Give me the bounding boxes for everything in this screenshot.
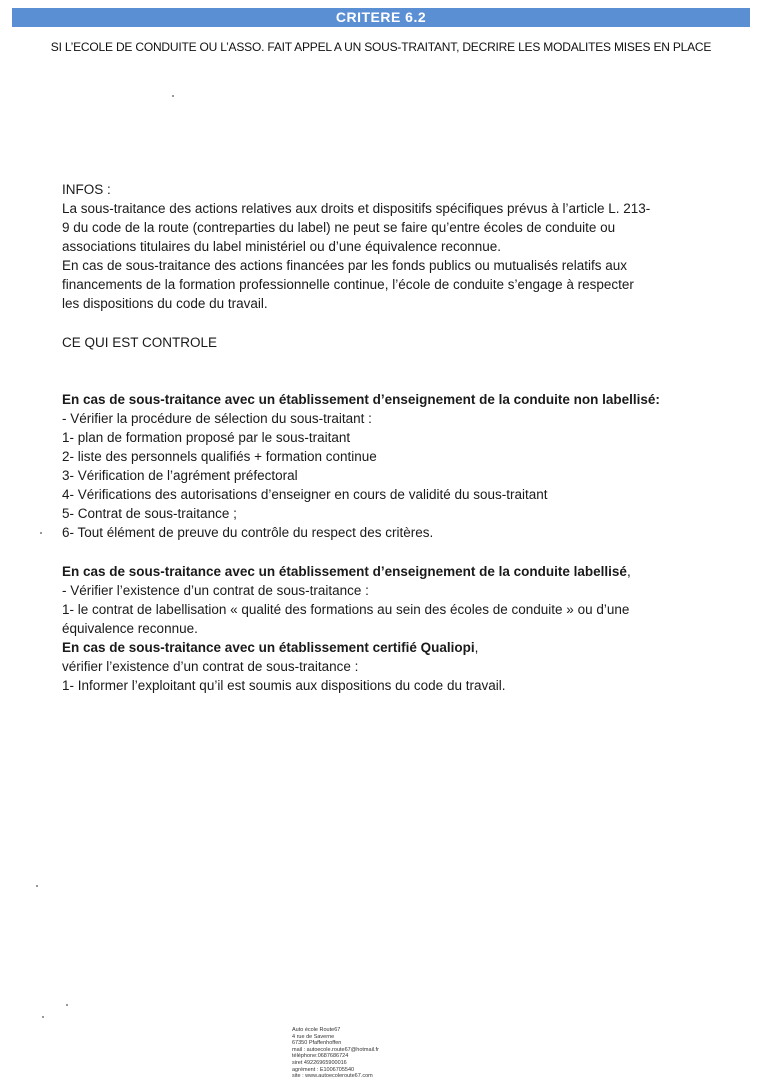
section-labellise bbox=[62, 562, 702, 695]
footer-line: 67350 Pfaffenhoffen bbox=[292, 1040, 342, 1047]
scan-speck bbox=[36, 885, 38, 887]
infos-line: les dispositions du code du travail. bbox=[62, 296, 268, 311]
infos-line: 9 du code de la route (contreparties du label) ne peut se faire qu’entre écoles de conduite ou bbox=[62, 220, 616, 235]
list-item: 4- Vérifications des autorisations d’enseigner en cours de validité du sous-traitant bbox=[62, 487, 548, 502]
footer-line: 4 rue de Saverne bbox=[292, 1033, 335, 1040]
scan-speck bbox=[172, 95, 174, 97]
infos-line: La sous-traitance des actions relatives aux droits et dispositifs spécifiques prévus à l’article L. 213- bbox=[62, 201, 651, 216]
section-intro: - Vérifier la procédure de sélection du sous-traitant : bbox=[62, 411, 372, 426]
page-subtitle: SI L’ECOLE DE CONDUITE OU L’ASSO. FAIT APPEL A UN SOUS-TRAITANT, DECRIRE LES MODALITES MISES EN PLACE bbox=[50, 40, 712, 54]
footer-address-block bbox=[292, 1027, 379, 1080]
list-item: 1- Informer l’exploitant qu’il est soumis aux dispositions du code du travail. bbox=[62, 678, 506, 693]
footer-line: Auto école Route67 bbox=[292, 1027, 341, 1033]
section-title-line bbox=[62, 638, 702, 657]
footer-line: mail : autoecole.route67@hotmail.fr bbox=[292, 1046, 379, 1053]
list-item: 5- Contrat de sous-traitance ; bbox=[62, 506, 237, 521]
footer-line: site : www.autoecoleroute67.com bbox=[292, 1073, 373, 1080]
scan-speck bbox=[66, 1004, 68, 1006]
footer-line: téléphone:0687686724 bbox=[292, 1053, 349, 1060]
section-intro: vérifier l’existence d’un contrat de sous-traitance : bbox=[62, 659, 359, 674]
scan-speck bbox=[42, 1016, 44, 1018]
title-suffix: , bbox=[626, 564, 631, 579]
section-title-line bbox=[62, 562, 702, 581]
list-item: 2- liste des personnels qualifiés + formation continue bbox=[62, 449, 377, 464]
list-item: 3- Vérification de l’agrément préfectoral bbox=[62, 468, 298, 483]
footer-line: siret 49226965900016 bbox=[292, 1059, 347, 1066]
infos-line: En cas de sous-traitance des actions financées par les fonds publics ou mutualisés relatifs aux bbox=[62, 258, 628, 273]
list-item: 1- le contrat de labellisation « qualité des formations au sein des écoles de conduite » ou d’une bbox=[62, 602, 630, 617]
controle-section bbox=[62, 333, 702, 352]
section-title: En cas de sous-traitance avec un établissement d’enseignement de la conduite labellisé bbox=[62, 564, 627, 579]
infos-line: financements de la formation professionnelle continue, l’école de conduite s’engage à respecter bbox=[62, 277, 634, 292]
infos-line: associations titulaires du label ministériel ou d’une équivalence reconnue. bbox=[62, 239, 502, 254]
scan-speck bbox=[40, 532, 42, 534]
criteria-banner: CRITERE 6.2 bbox=[12, 8, 750, 27]
section-intro: - Vérifier l’existence d’un contrat de sous-traitance : bbox=[62, 583, 369, 598]
section-non-labellise bbox=[62, 390, 702, 542]
list-item: 6- Tout élément de preuve du contrôle du respect des critères. bbox=[62, 525, 434, 540]
infos-heading: INFOS : bbox=[62, 182, 111, 197]
list-item: 1- plan de formation proposé par le sous-traitant bbox=[62, 430, 351, 445]
section-title: En cas de sous-traitance avec un établissement d’enseignement de la conduite non labellisé: bbox=[62, 392, 660, 407]
section-title: En cas de sous-traitance avec un établissement certifié Qualiopi bbox=[62, 640, 475, 655]
title-suffix: , bbox=[474, 640, 479, 655]
controle-heading: CE QUI EST CONTROLE bbox=[62, 335, 218, 350]
footer-line: agrément : E1006705540 bbox=[292, 1066, 355, 1073]
infos-section bbox=[62, 180, 702, 313]
list-item-continuation: équivalence reconnue. bbox=[62, 621, 198, 636]
